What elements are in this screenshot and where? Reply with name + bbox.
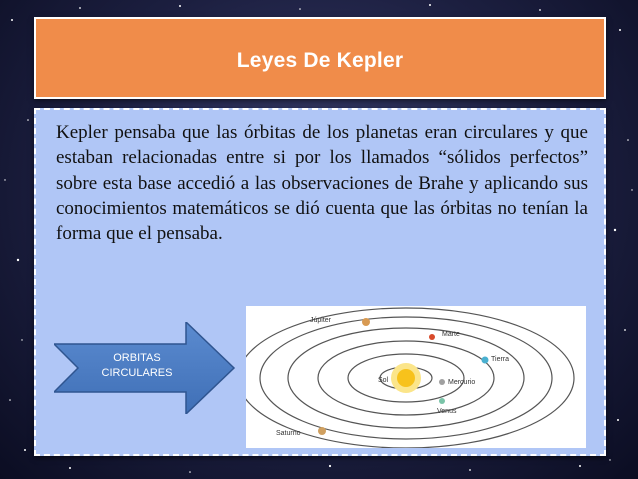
arrow-label-line-2: CIRCULARES	[101, 367, 173, 379]
arrow-label-line-1: ORBITAS	[113, 352, 161, 364]
planet-jupiter	[362, 318, 370, 326]
planet-saturno	[318, 427, 326, 435]
planet-label-saturno: Saturno	[276, 430, 301, 437]
slide-title: Leyes De Kepler	[236, 49, 404, 72]
title-banner	[34, 17, 606, 99]
planet-label-marte: Marte	[442, 331, 460, 338]
planet-label-tierra: Tierra	[491, 356, 510, 363]
planet-label-venus: Venus	[437, 408, 457, 415]
planet-label-jupiter: Júpiter	[310, 317, 332, 324]
planet-mercurio	[439, 379, 445, 385]
planet-marte	[429, 334, 435, 340]
solar-system-diagram	[246, 306, 586, 448]
arrow-label	[84, 351, 190, 381]
body-paragraph: Kepler pensaba que las órbitas de los planetas eran circulares y que estaban relacionadas entre si por los llamados “sólidos perfectos” sobre esta base accedió a las observaciones de Brahe y aplicando sus conocimientos matemáticos se dió cuenta que las órbitas no tenían la forma que el pensaba.	[56, 122, 588, 245]
planet-tierra	[482, 357, 489, 364]
content-panel	[34, 108, 606, 456]
planet-label-mercurio: Mercurio	[448, 379, 476, 386]
sun-label: Sol	[378, 377, 389, 384]
sun	[397, 369, 415, 387]
planet-venus	[439, 398, 445, 404]
